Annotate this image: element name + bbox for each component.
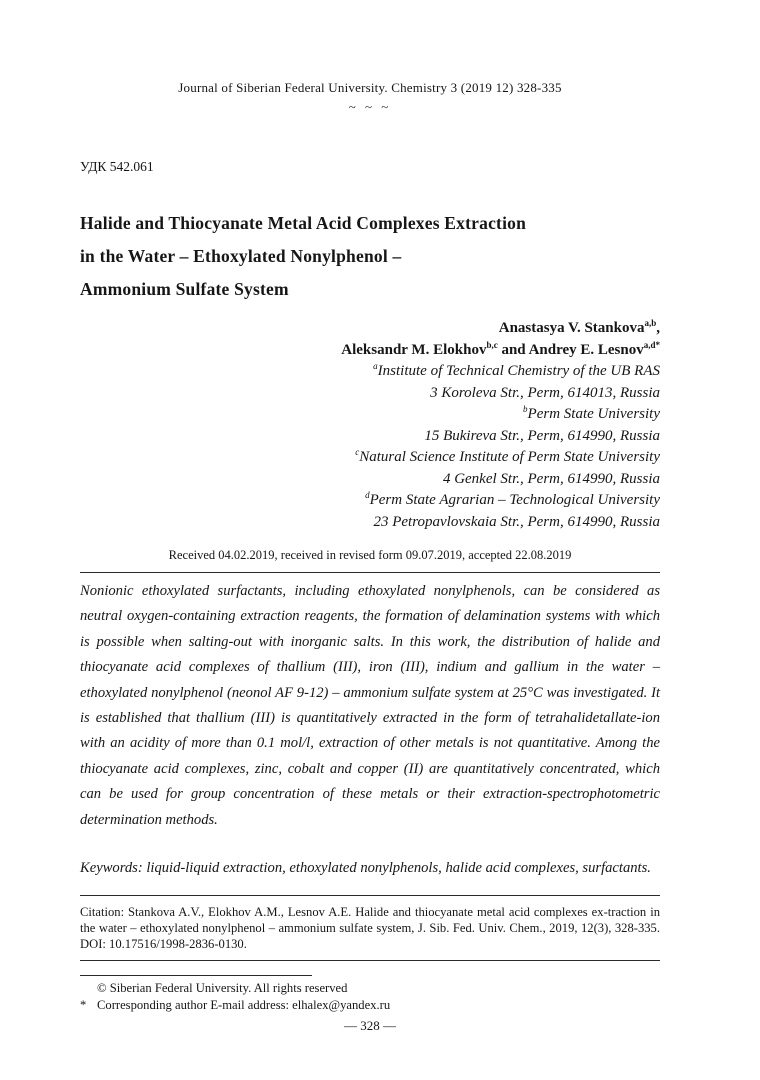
affiliation-line (80, 490, 660, 512)
affiliation-line (80, 361, 660, 383)
affiliation-superscript: c (355, 447, 360, 457)
affiliation-line (80, 404, 660, 426)
keywords-line: Keywords: liquid-liquid extraction, ethoxylated nonylphenols, halide acid complexes, surfactants. (80, 860, 651, 877)
received-dates-line: Received 04.02.2019, received in revised form 09.07.2019, accepted 22.08.2019 (168, 548, 572, 562)
journal-header: Journal of Siberian Federal University. Chemistry 3 (2019 12) 328-335 (178, 80, 562, 95)
copyright-text: © Siberian Federal University. All rights reserved (97, 981, 348, 996)
footnote-marker (80, 980, 97, 997)
affiliation-text: 3 Koroleva Str., Perm, 614013, Russia (430, 384, 660, 401)
footnote-marker: * (80, 998, 87, 1013)
affiliation-text: 15 Bukireva Str., Perm, 614990, Russia (424, 427, 660, 444)
title-line-3: Ammonium Sulfate System (80, 279, 289, 299)
author-name: Anastasya V. Stankova (498, 320, 645, 336)
affiliation-line (80, 512, 660, 534)
divider-rule (80, 960, 660, 961)
affiliation-text: Institute of Technical Chemistry of the UB RAS (377, 363, 660, 379)
copyright-line (80, 980, 660, 997)
affiliation-line (80, 469, 660, 491)
author-superscript: b,c (486, 339, 498, 350)
author-name: Andrey E. Lesnov (528, 341, 644, 358)
affiliation-line (80, 383, 660, 405)
corresponding-author-text: Corresponding author E-mail address: elhalex@yandex.ru (97, 998, 391, 1013)
author-line-2 (80, 340, 660, 362)
affiliation-superscript: d (365, 490, 370, 500)
footnote-separator (80, 975, 312, 976)
affiliation-line (80, 447, 660, 469)
title-line-2: in the Water – Ethoxylated Nonylphenol – (80, 246, 402, 266)
affiliation-superscript: b (523, 404, 528, 414)
author-superscript: a,d* (643, 339, 660, 350)
affiliation-text: 23 Petropavlovskaia Str., Perm, 614990, Russia (373, 513, 660, 530)
affiliation-text: Natural Science Institute of Perm State University (359, 449, 660, 465)
footnote-area (80, 980, 660, 1014)
author-name: Aleksandr M. Elokhov (341, 341, 487, 358)
divider-rule (80, 895, 660, 896)
header-ornament: ~ ~ ~ (348, 99, 392, 114)
affiliation-superscript: a (373, 361, 378, 371)
udk-label: УДК 542.061 (80, 159, 154, 174)
author-line-tail: , (656, 320, 660, 336)
affiliation-line (80, 426, 660, 448)
corresponding-author-line (80, 997, 660, 1014)
authors-and-affiliations (80, 318, 660, 533)
affiliation-text: Perm State Agrarian – Technological University (369, 492, 660, 508)
affiliation-text: Perm State University (527, 406, 660, 422)
citation-text: Citation: Stankova A.V., Elokhov A.M., Lesnov A.E. Halide and thiocyanate metal acid complexes ex-traction in the water – ethoxylated nonylphenol – ammonium sulfate system, J. Sib. Fed. Univ. Chem., 2019, 12(3), 328-335. DOI: 10.17516/1998-2836-0130. (80, 905, 660, 952)
author-joiner: and (497, 341, 529, 358)
page-number: — 328 — (344, 1018, 396, 1033)
abstract-text: Nonionic ethoxylated surfactants, including ethoxylated nonylphenols, can be considered as neutral oxygen-containing extraction reagents, the formation of delamination systems with which is possible when salting-out with inorganic salts. In this work, the distribution of halide and thiocyanate acid complexes of thallium (III), iron (III), indium and gallium in the water – ethoxylated nonylphenol (neonol AF 9-12) – ammonium sulfate system at 25°C was investigated. It is established that thallium (III) is quantitatively extracted in the form of tetrahalidetallate-ion with an acidity of more than 0.1 mol/l, extraction of other metals is not quantitative. Among the thiocyanate acid complexes, zinc, cobalt and copper (II) are quantitatively concentrated, which can be used for group concentration of these metals or their extraction-spectrophotometric determination methods. (80, 583, 660, 828)
title-line-1: Halide and Thiocyanate Metal Acid Complexes Extraction (80, 213, 527, 233)
author-superscript: a,b (644, 318, 657, 328)
divider-rule (80, 572, 660, 573)
author-line-1 (80, 318, 660, 340)
article-title (80, 207, 660, 306)
affiliation-text: 4 Genkel Str., Perm, 614990, Russia (442, 470, 660, 487)
